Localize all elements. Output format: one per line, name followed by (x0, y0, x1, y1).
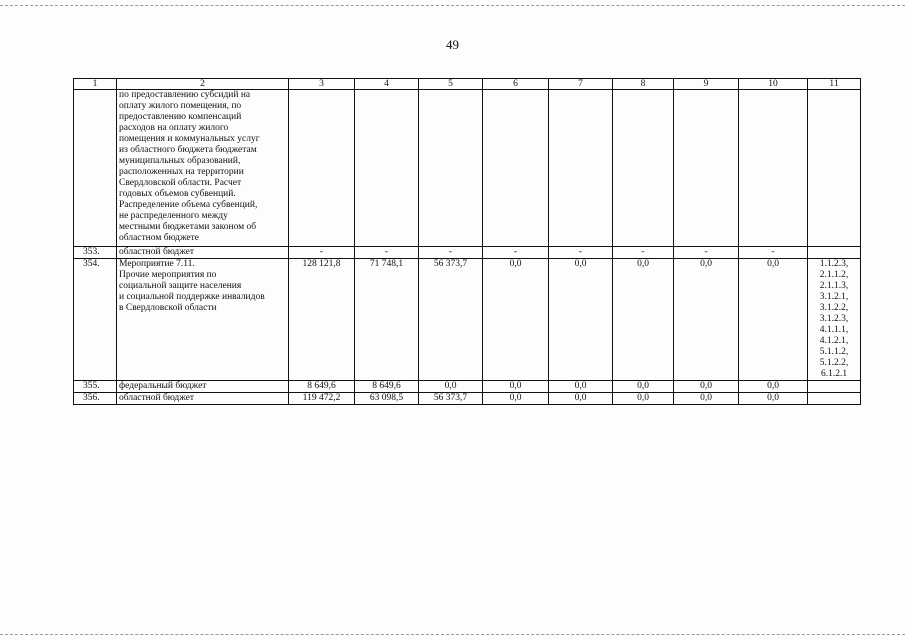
table-row-continuation (74, 90, 861, 247)
table-row-354 (74, 259, 861, 381)
page-number: 49 (446, 37, 459, 52)
cell-value (355, 90, 419, 247)
cell-value (419, 90, 483, 247)
column-header: 3 (289, 79, 355, 90)
cell-value: - (419, 247, 483, 259)
cell-value: 63 098,5 (355, 393, 419, 405)
cell-value: 71 748,1 (355, 259, 419, 381)
cell-value: - (674, 247, 739, 259)
cell-value: 128 121,8 (289, 259, 355, 381)
cell-value: 0,0 (613, 259, 674, 381)
cell-value: - (549, 247, 613, 259)
cell-value (613, 90, 674, 247)
row-number: 356. (74, 393, 117, 405)
cell-value: 56 373,7 (419, 259, 483, 381)
cell-value: 0,0 (483, 393, 549, 405)
page-top-edge (0, 5, 905, 6)
cell-value (289, 90, 355, 247)
target-codes (808, 247, 861, 259)
row-description: областной бюджет (117, 247, 289, 259)
cell-value: 56 373,7 (419, 393, 483, 405)
cell-value: 119 472,2 (289, 393, 355, 405)
column-header: 10 (739, 79, 808, 90)
column-header: 8 (613, 79, 674, 90)
page-bottom-edge (0, 634, 905, 635)
cell-value: 0,0 (674, 393, 739, 405)
budget-table (73, 78, 861, 405)
cell-value (739, 90, 808, 247)
cell-value: 8 649,6 (355, 381, 419, 393)
cell-value: - (289, 247, 355, 259)
target-codes (808, 381, 861, 393)
cell-value: 0,0 (739, 393, 808, 405)
row-number: 353. (74, 247, 117, 259)
row-number: 354. (74, 259, 117, 381)
cell-value: 0,0 (739, 259, 808, 381)
column-header: 4 (355, 79, 419, 90)
cell-value: - (739, 247, 808, 259)
cell-value: 0,0 (613, 393, 674, 405)
target-codes (808, 393, 861, 405)
cell-value: - (483, 247, 549, 259)
column-header: 6 (483, 79, 549, 90)
cell-value: 0,0 (549, 393, 613, 405)
table-row-355 (74, 381, 861, 393)
row-description: по предоставлению субсидий на оплату жилого помещения, по предоставлению компенсаций расходов на оплату жилого помещения и коммунальных услуг из областного бюджета бюджетам муниципальных образований, расположенных на территории Свердловской области. Расчет годовых объемов субвенций. Распределение объема субвенций, не распределенного между местными бюджетами законом об областном бюджете (117, 90, 289, 247)
row-description: областной бюджет (117, 393, 289, 405)
cell-value: 0,0 (674, 381, 739, 393)
cell-value: - (613, 247, 674, 259)
cell-value (549, 90, 613, 247)
table-row-356 (74, 393, 861, 405)
cell-value: 0,0 (483, 259, 549, 381)
row-number: 355. (74, 381, 117, 393)
column-header: 5 (419, 79, 483, 90)
column-header: 9 (674, 79, 739, 90)
table-row-353 (74, 247, 861, 259)
cell-value: 0,0 (739, 381, 808, 393)
cell-value (674, 90, 739, 247)
cell-value: 8 649,6 (289, 381, 355, 393)
column-header: 2 (117, 79, 289, 90)
cell-value: - (355, 247, 419, 259)
cell-value (483, 90, 549, 247)
cell-value: 0,0 (419, 381, 483, 393)
column-header: 11 (808, 79, 861, 90)
cell-value: 0,0 (549, 381, 613, 393)
column-number-row (74, 79, 861, 90)
cell-value: 0,0 (674, 259, 739, 381)
column-header: 1 (74, 79, 117, 90)
cell-value: 0,0 (483, 381, 549, 393)
cell-value: 0,0 (613, 381, 674, 393)
column-header: 7 (549, 79, 613, 90)
row-description: Мероприятие 7.11. Прочие мероприятия по социальной защите населения и социальной поддержке инвалидов в Свердловской области (117, 259, 289, 381)
row-number (74, 90, 117, 247)
target-codes: 1.1.2.3, 2.1.1.2, 2.1.1.3, 3.1.2.1, 3.1.2.2, 3.1.2.3, 4.1.1.1, 4.1.2.1, 5.1.1.2, 5.1.2.2, 6.1.2.1 (808, 259, 861, 381)
target-codes (808, 90, 861, 247)
cell-value: 0,0 (549, 259, 613, 381)
row-description: федеральный бюджет (117, 381, 289, 393)
